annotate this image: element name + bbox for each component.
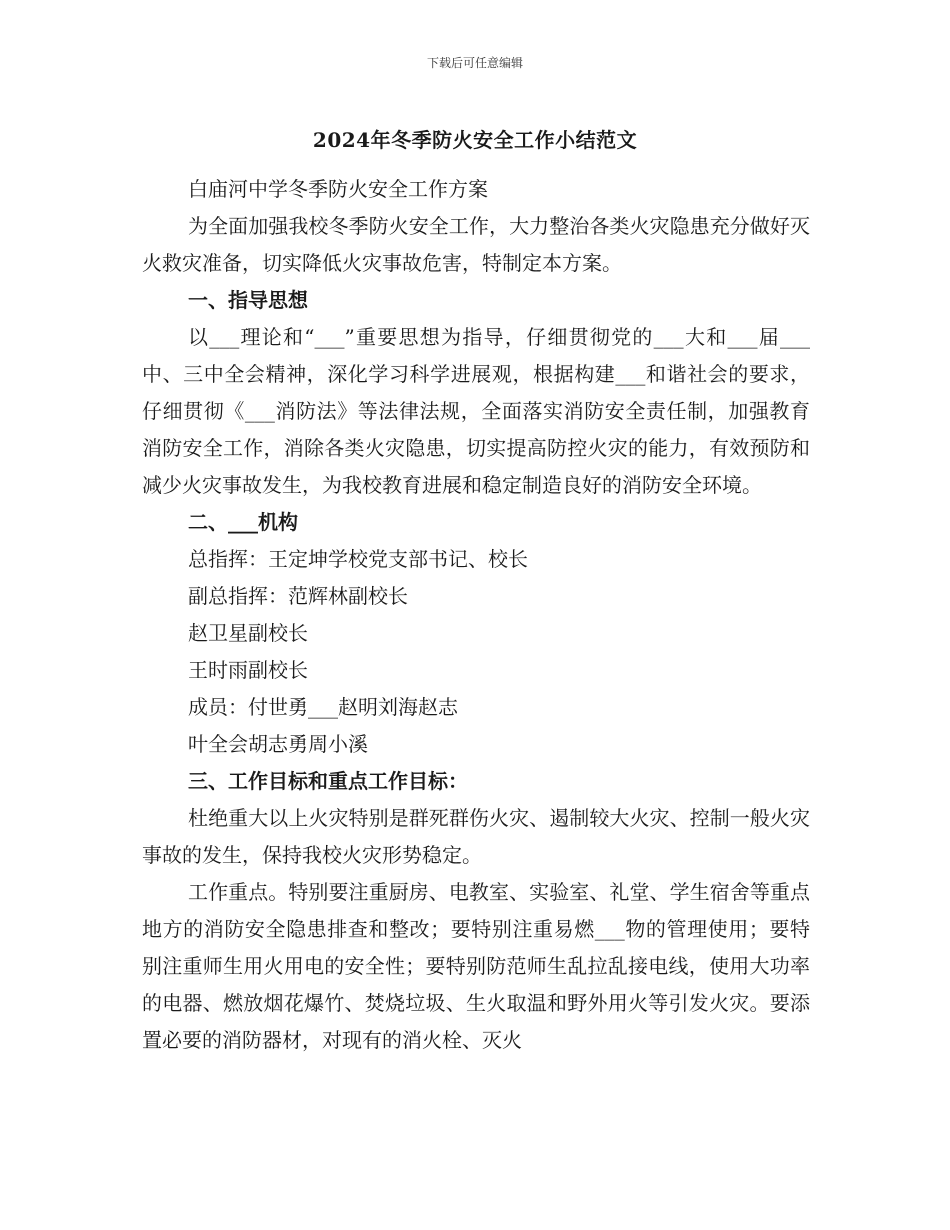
guiding-thought-paragraph: 以___理论和“___”重要思想为指导，仔细贯彻党的___大和___届___中、三中全会精神，深化学习科学进展观，根据构建___和谐社会的要求，仔细贯彻《___消防法》等法律法规，全面落实消防安全责任制，加强教育消防安全工作，消除各类火灾隐患，切实提高防控火灾的能力，有效预防和减少火灾事故发生，为我校教育进展和稳定制造良好的消防安全环境。 — [142, 325, 810, 497]
section-heading-2: 二、___机构 — [188, 510, 298, 534]
document-body — [142, 171, 810, 1059]
intro-paragraph: 为全面加强我校冬季防火安全工作，大力整治各类火灾隐患充分做好灭火救灾准备，切实降低火灾事故危害，特制定本方案。 — [142, 214, 810, 275]
focus-paragraph: 工作重点。特别要注重厨房、电教室、实验室、礼堂、学生宿舍等重点地方的消防安全隐患排查和整改；要特别注重易燃___物的管理使用；要特别注重师生用火用电的安全性；要特别防范师生乱拉乱接电线，使用大功率的电器、燃放烟花爆竹、焚烧垃圾、生火取温和野外用火等引发火灾。要添置必要的消防器材，对现有的消火栓、灭火 — [142, 880, 810, 1052]
org-line-members-2: 叶全会胡志勇周小溪 — [188, 732, 368, 756]
org-line-commander: 总指挥：王定坤学校党支部书记、校长 — [188, 547, 528, 571]
school-plan-title: 白庙河中学冬季防火安全工作方案 — [188, 177, 488, 201]
header-note: 下载后可任意编辑 — [426, 56, 523, 70]
section-heading-3: 三、工作目标和重点工作目标： — [188, 769, 468, 793]
org-line-deputy: 副总指挥：范辉林副校长 — [188, 584, 408, 608]
goal-paragraph: 杜绝重大以上火灾特别是群死群伤火灾、遏制较大火灾、控制一般火灾事故的发生，保持我校火灾形势稳定。 — [142, 806, 810, 867]
document-title: 2024年冬季防火安全工作小结范文 — [312, 128, 638, 152]
org-line-members: 成员：付世勇___赵明刘海赵志 — [188, 695, 458, 719]
section-heading-1: 一、指导思想 — [188, 288, 308, 312]
org-line-deputy-2: 赵卫星副校长 — [188, 621, 308, 645]
org-line-deputy-3: 王时雨副校长 — [188, 658, 308, 682]
